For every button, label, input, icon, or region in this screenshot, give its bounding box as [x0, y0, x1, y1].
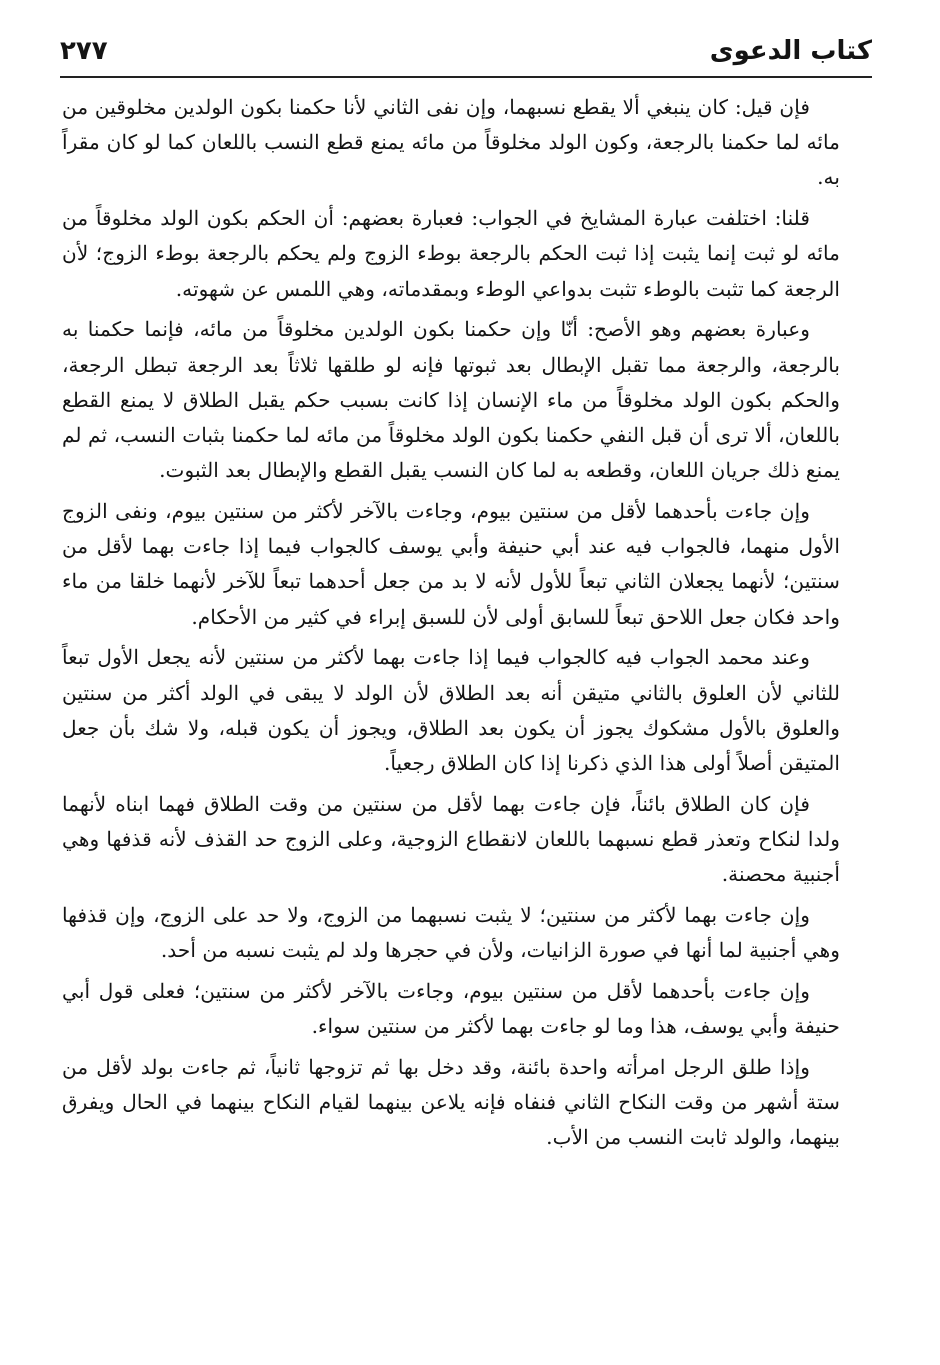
paragraph: وعبارة بعضهم وهو الأصح: أنّا وإن حكمنا بكون الولدين مخلوقاً من مائه، فإنما حكمنا به بالرجعة، والرجعة مما تقبل الإبطال بعد ثبوتها فإنه لو طلقها ثلاثاً بعد الرجعة تبطل الرجعة، والحكم بكون الولد مخلوقاً من ماء الإنسان إذا كانت بسبب حكم يقبل الطلاق لا يمنع القطع باللعان، ألا ترى أن قبل النفي حكمنا بكون الولد مخلوقاً من مائه لما حكمنا بثبات النسب، ثم لم يمنع ذلك جريان اللعان، وقطعه به لما كان النسب يقبل القطع والإبطال بعد الثبوت.: [62, 317, 840, 483]
header-rule: [60, 76, 872, 78]
paragraph: قلنا: اختلفت عبارة المشايخ في الجواب: فعبارة بعضهم: أن الحكم بكون الولد مخلوقاً من مائه لو ثبت إنما يثبت إذا ثبت الحكم بالرجعة بوطء الزوج ولم يحكم بالرجعة بوطء الزوج؛ لأن الرجعة كما تثبت بالوطء تثبت بدواعي الوطء وبمقدماته، وهي اللمس عن شهوته.: [62, 206, 840, 301]
page-header: [60, 30, 872, 72]
paragraph: وعند محمد الجواب فيه كالجواب فيما إذا جاءت بهما لأكثر من سنتين لأنه يجعل الأول تبعاً للثاني لأن العلوق بالثاني متيقن أنه بعد الطلاق لأن الولد لا يبقى في الولد أكثر من سنتين والعلوق بالأول مشكوك يجوز أن يكون بعد الطلاق، ويجوز أن يكون قبله، ولا شك بأن جعل المتيقن أصلاً أولى هذا الذي ذكرنا إذا كان الطلاق رجعياً.: [62, 645, 840, 776]
paragraph: وإذا طلق الرجل امرأته واحدة بائنة، وقد دخل بها ثم تزوجها ثانياً، ثم جاءت بولد لأقل من ستة أشهر من وقت النكاح الثاني فنفاه فإنه يلاعن بينهما لقيام النكاح بينهما في الحال ويفرق بينهما، والولد ثابت النسب من الأب.: [62, 1055, 840, 1150]
body-text: [62, 90, 840, 1161]
paragraph: فإن قيل: كان ينبغي ألا يقطع نسبهما، وإن نفى الثاني لأنا حكمنا بكون الولدين مخلوقين من مائه لما حكمنا بالرجعة، وكون الولد مخلوقاً من مائه يمنع قطع النسب باللعان كما لو كان مقراً به.: [62, 95, 840, 190]
paragraph: فإن كان الطلاق بائناً، فإن جاءت بهما لأقل من سنتين من وقت الطلاق فهما ابناه لأنهما ولدا لنكاح وتعذر قطع نسبهما باللعان لانقطاع الزوجية، وعلى الزوج حد القذف لأنه قذفها وهي أجنبية محصنة.: [62, 791, 840, 887]
running-title: كتاب الدعوى: [709, 36, 872, 66]
page-number: ٢٧٧: [60, 36, 108, 66]
paragraph: وإن جاءت بأحدهما لأقل من سنتين بيوم، وجاءت بالآخر لأكثر من سنتين بيوم، ونفى الزوج الأول منهما، فالجواب فيه عند أبي حنيفة وأبي يوسف كالجواب فيما إذا جاءت بهما لأقل من سنتين؛ لأنهما يجعلان الثاني تبعاً للأول لأنه لا بد من جعل أحدهما تبعاً للآخر لأنهما خلقا من ماء واحد فكان جعل اللاحق تبعاً للسابق أولى لأن للسبق إبراء في كثير من الأحكام.: [62, 499, 840, 629]
paragraph: وإن جاءت بأحدهما لأقل من سنتين بيوم، وجاءت بالآخر لأكثر من سنتين؛ فعلى قول أبي حنيفة وأبي يوسف، هذا وما لو جاءت بهما لأكثر من سنتين سواء.: [62, 979, 840, 1039]
paragraph: وإن جاءت بهما لأكثر من سنتين؛ لا يثبت نسبهما من الزوج، ولا حد على الزوج، وإن قذفها وهي أجنبية لما أنها في صورة الزانيات، ولأن في حجرها ولد لم يثبت نسبه من أحد.: [62, 903, 840, 963]
